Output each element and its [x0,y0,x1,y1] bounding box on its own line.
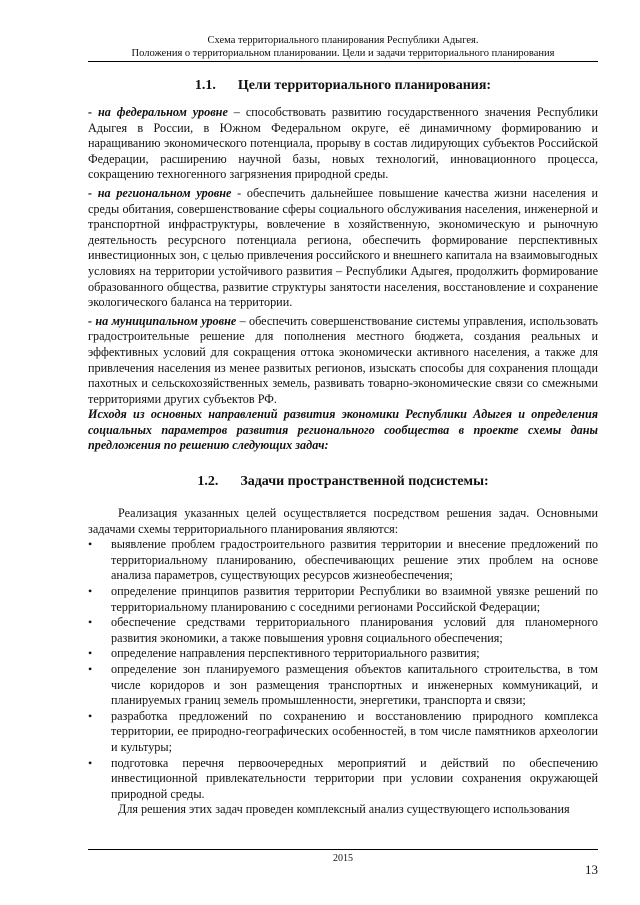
section-title: Задачи пространственной подсистемы: [240,474,489,490]
bullet-icon: • [88,615,93,630]
intro-paragraph: Реализация указанных целей осуществляется посредством решения задач. Основными задачами схемы территориального планирования являются: [88,506,598,536]
goal-text: – способствовать развитию государственного значения Республики Адыгея в России, в Южном Федеральном округе, её динамичному формированию и наращиванию экономического потенциала, прорыву в состав лидирующих субъектов Российской Федерации, расширению научной базы, новых технологий, инновационного процесса, сокращению техногенного загрязнения природной среды. [88,105,598,182]
bullet-icon: • [88,662,93,676]
task-list [88,537,598,802]
section-heading-goals [88,78,598,94]
goal-text: - обеспечить дальнейшее повышение качества жизни населения и среды обитания, совершенствование сферы социального обслуживания населения, инженерной и транспортной инфраструктуры, вовлечение в хозяйственную, экономическую и рыночную деятельность ресурсного потенциала региона, обеспечить формирование перспективных инвестиционных зон, с целью привлечения российского и внешнего капитала на взаимовыгодных условиях на территории устойчивого развития – Республики Адыгея, продолжить формирование образованного общества, развитие структуры занятости населения, восстановление и сохранение экологического баланса на территории. [88,185,599,310]
header-line-1: Схема территориального планирования Республики Адыгея. [207,35,479,46]
section-number: 1.1. [194,78,216,93]
goal-label: - на федеральном уровне [88,105,228,119]
goal-text: – обеспечить совершенствование системы управления, использовать градостроительные решение для пополнения местного бюджета, создания реальных и эффективных условий для сокращения оттока экономически активного населения, а также для привлечения населения из менее развитых регионов, изыскать способы для сохранения площади пахотных и сельскохозяйственных земель, развивать товарно-экономические связи со смежными территориями других субъектов РФ. [88,313,598,406]
goal-federal [88,105,598,183]
section-heading-tasks [88,474,598,490]
bullet-icon: • [88,755,93,770]
bullet-icon: • [88,646,93,661]
footer-rule [88,849,598,850]
list-item: • разработка предложений по сохранению и восстановлению природного комплекса территории, ее природно-географических особенностей, в том числе памятников археологии и культуры; [88,708,598,754]
list-item: • определение направления перспективного территориального развития; [88,646,480,661]
conclusion-paragraph: Исходя из основных направлений развития экономики Республики Адыгея и определения социальных параметров развития регионального сообщества в проекте схемы даны предложения по решению следующих задач: [88,407,598,453]
section-number: 1.2. [197,474,219,490]
main-content [88,66,598,818]
goal-municipal [88,314,598,408]
goal-label: - на муниципальном уровне [88,313,237,328]
closing-paragraph: Для решения этих задач проведен комплексный анализ существующего использования [118,802,570,817]
bullet-icon: • [88,584,93,599]
footer-year: 2015 [333,853,353,864]
goal-label: - на региональном уровне [88,185,232,200]
goal-regional [88,186,598,311]
header-line-2: Положения о территориальном планировании. Цели и задачи территориального планирования [131,48,555,59]
bullet-icon: • [88,708,93,723]
bullet-icon: • [88,537,93,552]
section-title: Цели территориального планирования: [237,78,492,93]
list-item: • подготовка перечня первоочередных мероприятий и действий по обеспечению инвестиционной привлекательности территории при условии сохранения окружающей природной среды. [88,755,598,801]
list-item: • определение принципов развития территории Республики во взаимной увязке решений по территориальному планированию с соседними регионами Российской Федерации; [88,584,598,614]
header-rule [88,61,598,62]
list-item: • выявление проблем градостроительного развития территории и внесение предложений по территориальному планированию, обеспечивающих решение этих проблем на основе анализа параметров, существующих ресурсов жизнеобеспечения; [88,537,598,583]
running-header [88,34,598,60]
page-number: 13 [585,862,598,877]
list-item: • обеспечение средствами территориального планирования условий для планомерного развития экономики, а также повышения уровня социального обеспечения; [88,615,598,645]
list-item: • определение зон планируемого размещения объектов капитального строительства, в том числе коридоров и зон размещения транспортных и инженерных коммуникаций, и планируемых границ земель промышленности, энергетики, транспорта и связи; [88,662,598,708]
